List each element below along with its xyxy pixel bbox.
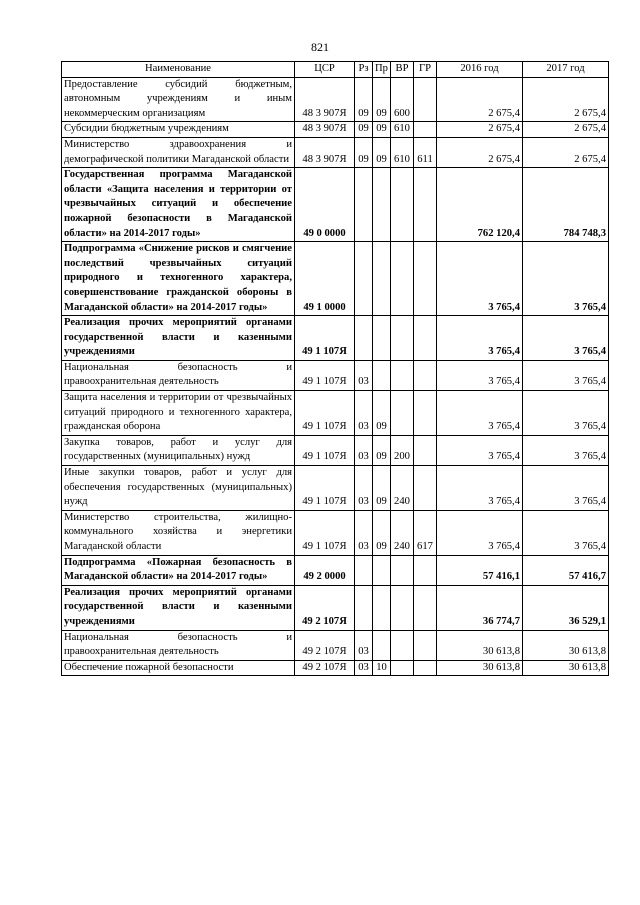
- row-gr: [414, 660, 437, 676]
- row-csr: 49 2 0000: [295, 555, 355, 585]
- row-vr: 240: [391, 510, 414, 555]
- row-amount-2017: 3 765,4: [523, 360, 609, 390]
- table-row: [62, 360, 609, 390]
- row-amount-2016: 3 765,4: [437, 316, 523, 361]
- table-row: [62, 168, 609, 242]
- header-name: Наименование: [62, 62, 295, 78]
- header-2016: 2016 год: [437, 62, 523, 78]
- header-vr: ВР: [391, 62, 414, 78]
- row-amount-2016: 36 774,7: [437, 585, 523, 630]
- row-amount-2017: 3 765,4: [523, 316, 609, 361]
- row-csr: 49 2 107Я: [295, 630, 355, 660]
- row-rz: 03: [355, 391, 373, 436]
- row-name: Национальная безопасность и правоохранительная деятельность: [62, 360, 295, 390]
- table-row: [62, 630, 609, 660]
- row-amount-2016: 2 675,4: [437, 137, 523, 167]
- row-pr: 09: [373, 510, 391, 555]
- row-pr: [373, 585, 391, 630]
- header-csr: ЦСР: [295, 62, 355, 78]
- row-pr: 09: [373, 391, 391, 436]
- row-amount-2017: 784 748,3: [523, 168, 609, 242]
- row-rz: 03: [355, 360, 373, 390]
- row-gr: [414, 316, 437, 361]
- row-amount-2017: 30 613,8: [523, 660, 609, 676]
- header-pr: Пр: [373, 62, 391, 78]
- row-amount-2016: 30 613,8: [437, 630, 523, 660]
- header-gr: ГР: [414, 62, 437, 78]
- row-csr: 48 3 907Я: [295, 137, 355, 167]
- row-csr: 49 1 107Я: [295, 316, 355, 361]
- row-name: Закупка товаров, работ и услуг для государственных (муниципальных) нужд: [62, 435, 295, 465]
- table-row: [62, 585, 609, 630]
- row-vr: [391, 660, 414, 676]
- row-amount-2017: 57 416,7: [523, 555, 609, 585]
- row-vr: [391, 555, 414, 585]
- row-name: Реализация прочих мероприятий органами государственной власти и казенными учреждениями: [62, 316, 295, 361]
- row-amount-2016: 30 613,8: [437, 660, 523, 676]
- row-rz: [355, 168, 373, 242]
- table-row: [62, 391, 609, 436]
- row-amount-2016: 3 765,4: [437, 391, 523, 436]
- row-csr: 49 1 107Я: [295, 510, 355, 555]
- row-name: Национальная безопасность и правоохранительная деятельность: [62, 630, 295, 660]
- row-csr: 49 1 0000: [295, 242, 355, 316]
- row-vr: 240: [391, 466, 414, 511]
- row-amount-2017: 3 765,4: [523, 435, 609, 465]
- row-rz: [355, 585, 373, 630]
- row-csr: 49 1 107Я: [295, 466, 355, 511]
- row-amount-2017: 2 675,4: [523, 122, 609, 138]
- row-amount-2017: 2 675,4: [523, 137, 609, 167]
- row-vr: [391, 168, 414, 242]
- table-row: [62, 137, 609, 167]
- row-csr: 49 1 107Я: [295, 435, 355, 465]
- row-name: Подпрограмма «Пожарная безопасность в Магаданской области» на 2014-2017 годы»: [62, 555, 295, 585]
- row-amount-2017: 3 765,4: [523, 510, 609, 555]
- table-row: [62, 660, 609, 676]
- row-pr: 09: [373, 77, 391, 122]
- table-row: [62, 122, 609, 138]
- row-name: Обеспечение пожарной безопасности: [62, 660, 295, 676]
- row-amount-2016: 2 675,4: [437, 77, 523, 122]
- budget-table: [61, 61, 609, 676]
- row-rz: 03: [355, 466, 373, 511]
- row-rz: 09: [355, 137, 373, 167]
- row-vr: [391, 391, 414, 436]
- row-name: Министерство строительства, жилищно-коммунального хозяйства и энергетики Магаданской области: [62, 510, 295, 555]
- row-vr: 200: [391, 435, 414, 465]
- row-gr: 611: [414, 137, 437, 167]
- row-gr: [414, 242, 437, 316]
- row-amount-2017: 3 765,4: [523, 391, 609, 436]
- table-header-row: [62, 62, 609, 78]
- row-amount-2016: 3 765,4: [437, 466, 523, 511]
- row-gr: [414, 435, 437, 465]
- row-amount-2016: 3 765,4: [437, 242, 523, 316]
- row-pr: [373, 630, 391, 660]
- row-vr: [391, 360, 414, 390]
- table-row: [62, 555, 609, 585]
- row-amount-2016: 3 765,4: [437, 435, 523, 465]
- row-rz: 03: [355, 435, 373, 465]
- header-rz: Рз: [355, 62, 373, 78]
- row-amount-2016: 3 765,4: [437, 510, 523, 555]
- row-rz: 03: [355, 630, 373, 660]
- row-gr: [414, 122, 437, 138]
- row-csr: 49 0 0000: [295, 168, 355, 242]
- row-rz: 03: [355, 660, 373, 676]
- row-csr: 49 2 107Я: [295, 660, 355, 676]
- row-amount-2016: 3 765,4: [437, 360, 523, 390]
- row-vr: [391, 316, 414, 361]
- row-pr: 09: [373, 137, 391, 167]
- page-number: 821: [311, 40, 329, 54]
- row-vr: 600: [391, 77, 414, 122]
- row-gr: [414, 555, 437, 585]
- row-rz: [355, 242, 373, 316]
- table-row: [62, 435, 609, 465]
- row-rz: [355, 555, 373, 585]
- row-gr: [414, 466, 437, 511]
- row-amount-2016: 762 120,4: [437, 168, 523, 242]
- row-amount-2017: 3 765,4: [523, 466, 609, 511]
- row-amount-2017: 2 675,4: [523, 77, 609, 122]
- row-csr: 48 3 907Я: [295, 122, 355, 138]
- row-gr: [414, 630, 437, 660]
- row-amount-2016: 2 675,4: [437, 122, 523, 138]
- row-pr: [373, 360, 391, 390]
- row-rz: 03: [355, 510, 373, 555]
- row-pr: 10: [373, 660, 391, 676]
- row-amount-2017: 36 529,1: [523, 585, 609, 630]
- row-name: Защита населения и территории от чрезвычайных ситуаций природного и техногенного характера, гражданская оборона: [62, 391, 295, 436]
- row-name: Иные закупки товаров, работ и услуг для обеспечения государственных (муниципальных) нужд: [62, 466, 295, 511]
- table-row: [62, 242, 609, 316]
- row-pr: 09: [373, 466, 391, 511]
- row-gr: [414, 77, 437, 122]
- row-name: Субсидии бюджетным учреждениям: [62, 122, 295, 138]
- row-vr: 610: [391, 122, 414, 138]
- row-rz: 09: [355, 77, 373, 122]
- row-gr: [414, 391, 437, 436]
- row-vr: [391, 630, 414, 660]
- row-gr: 617: [414, 510, 437, 555]
- row-gr: [414, 360, 437, 390]
- row-csr: 48 3 907Я: [295, 77, 355, 122]
- row-vr: [391, 585, 414, 630]
- row-pr: [373, 168, 391, 242]
- row-name: Подпрограмма «Снижение рисков и смягчение последствий чрезвычайных ситуаций природного и техногенного характера, совершенствование гражданской обороны в Магаданской области» на 2014-2017 годы»: [62, 242, 295, 316]
- table-row: [62, 77, 609, 122]
- table-row: [62, 510, 609, 555]
- row-name: Предоставление субсидий бюджетным, автономным учреждениям и иным некоммерческим организациям: [62, 77, 295, 122]
- row-pr: [373, 555, 391, 585]
- table-row: [62, 466, 609, 511]
- row-vr: [391, 242, 414, 316]
- header-2017: 2017 год: [523, 62, 609, 78]
- row-amount-2016: 57 416,1: [437, 555, 523, 585]
- table-row: [62, 316, 609, 361]
- row-name: Министерство здравоохранения и демографической политики Магаданской области: [62, 137, 295, 167]
- row-csr: 49 2 107Я: [295, 585, 355, 630]
- row-rz: 09: [355, 122, 373, 138]
- row-rz: [355, 316, 373, 361]
- row-gr: [414, 585, 437, 630]
- row-name: Реализация прочих мероприятий органами государственной власти и казенными учреждениями: [62, 585, 295, 630]
- row-csr: 49 1 107Я: [295, 360, 355, 390]
- row-vr: 610: [391, 137, 414, 167]
- row-pr: 09: [373, 122, 391, 138]
- row-pr: [373, 316, 391, 361]
- row-pr: 09: [373, 435, 391, 465]
- row-csr: 49 1 107Я: [295, 391, 355, 436]
- row-pr: [373, 242, 391, 316]
- row-gr: [414, 168, 437, 242]
- row-amount-2017: 3 765,4: [523, 242, 609, 316]
- row-name: Государственная программа Магаданской области «Защита населения и территории от чрезвычайных ситуаций и обеспечение пожарной безопасности в Магаданской области» на 2014-2017 годы»: [62, 168, 295, 242]
- row-amount-2017: 30 613,8: [523, 630, 609, 660]
